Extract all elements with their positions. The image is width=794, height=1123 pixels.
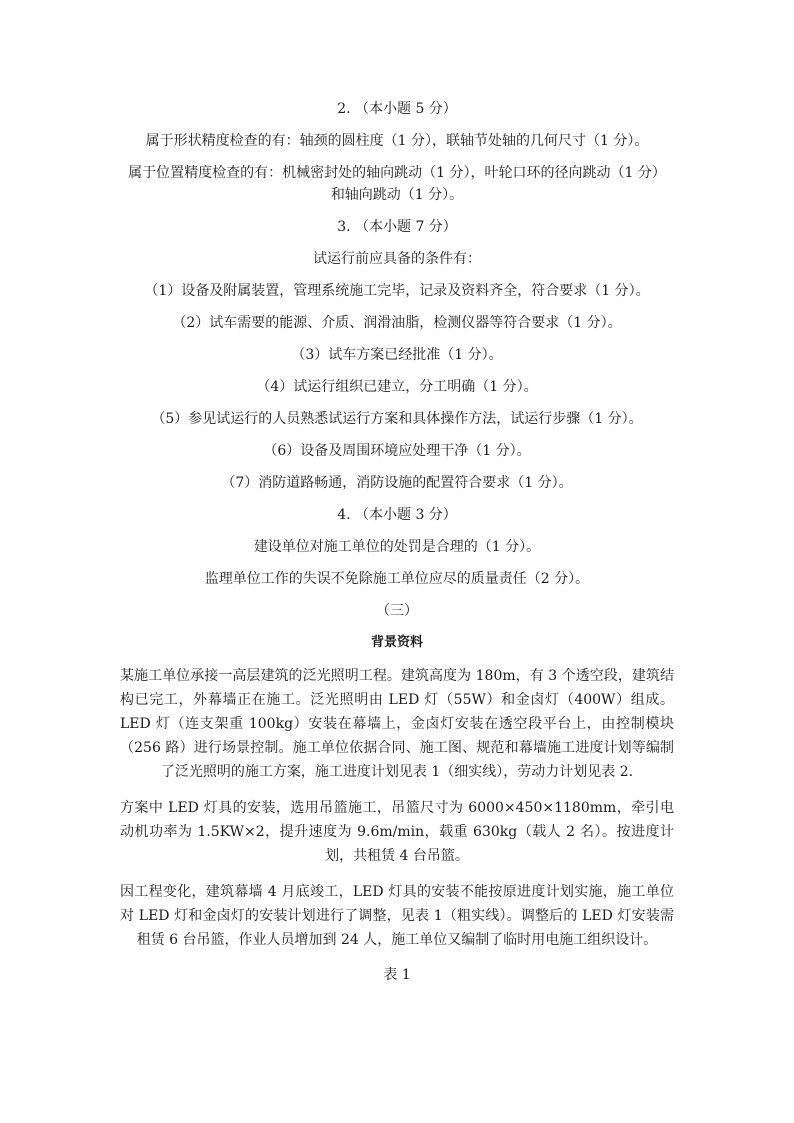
- background-paragraph-1: 某施工单位承接一高层建筑的泛光照明工程。建筑高度为 180m，有 3 个透空段，建筑结构已完工，外幕墙正在施工。泛光照明由 LED 灯（55W）和金卤灯（400W）组成。LED 灯（连支架重 100kg）安装在幕墙上，金卤灯安装在透空段平台上，由控制模块（256 路）进行场景控制。施工单位依据合同、施工图、规范和幕墙施工进度计划等编制了泛光照明的施工方案，施工进度计划见表 1（细实线），劳动力计划见表 2.: [120, 668, 674, 780]
- q3-item: （5）参见试运行的人员熟悉试运行方案和具体操作方法，试运行步骤（1 分）。: [151, 411, 643, 427]
- q2-heading: 2. （本小题 5 分）: [337, 101, 457, 117]
- section-title: 背景资料: [370, 635, 423, 650]
- q3-heading: 3. （本小题 7 分）: [337, 219, 457, 235]
- q3-item: （3）试车方案已经批准（1 分）。: [291, 347, 503, 363]
- q2-position-accuracy-line2: 和轴向跳动（1 分）。: [330, 187, 464, 203]
- section-number: （三）: [376, 603, 418, 619]
- q4-line2: 监理单位工作的失误不免除施工单位应尽的质量责任（2 分）。: [204, 571, 590, 587]
- q2-shape-accuracy: 属于形状精度检查的有：轴颈的圆柱度（1 分），联轴节处轴的几何尺寸（1 分）。: [145, 133, 649, 149]
- q3-item: （7）消防道路畅通，消防设施的配置符合要求（1 分）。: [221, 475, 573, 491]
- q3-item: （4）试运行组织已建立，分工明确（1 分）。: [256, 379, 538, 395]
- background-paragraph-3: 因工程变化，建筑幕墙 4 月底竣工，LED 灯具的安装不能按原进度计划实施，施工单位对 LED 灯和金卤灯的安装计划进行了调整，见表 1（粗实线）。调整后的 LED 灯安装需租赁 6 台吊篮，作业人员增加到 24 人，施工单位又编制了临时用电施工组织设计。: [120, 884, 674, 948]
- background-paragraph-2: 方案中 LED 灯具的安装，选用吊篮施工，吊篮尺寸为 6000×450×1180mm，牵引电动机功率为 1.5KW×2，提升速度为 9.6m/min，载重 630kg（载人 2 名）。按进度计划，共租赁 4 台吊篮。: [120, 800, 674, 864]
- q4-line1: 建设单位对施工单位的处罚是合理的（1 分）。: [253, 539, 541, 555]
- q4-heading: 4. （本小题 3 分）: [337, 507, 457, 523]
- q3-item: （2）试车需要的能源、介质、润滑油脂，检测仪器等符合要求（1 分）。: [172, 315, 622, 331]
- q3-intro: 试运行前应具备的条件有：: [313, 251, 481, 267]
- q3-item: （6）设备及周围环境应处理干净（1 分）。: [263, 443, 531, 459]
- table-caption: 表 1: [383, 967, 411, 983]
- q3-item: （1）设备及附属装置，管理系统施工完毕，记录及资料齐全，符合要求（1 分）。: [144, 283, 650, 299]
- q2-position-accuracy-line1: 属于位置精度检查的有：机械密封处的轴向跳动（1 分），叶轮口环的径向跳动（1 分）: [128, 165, 666, 181]
